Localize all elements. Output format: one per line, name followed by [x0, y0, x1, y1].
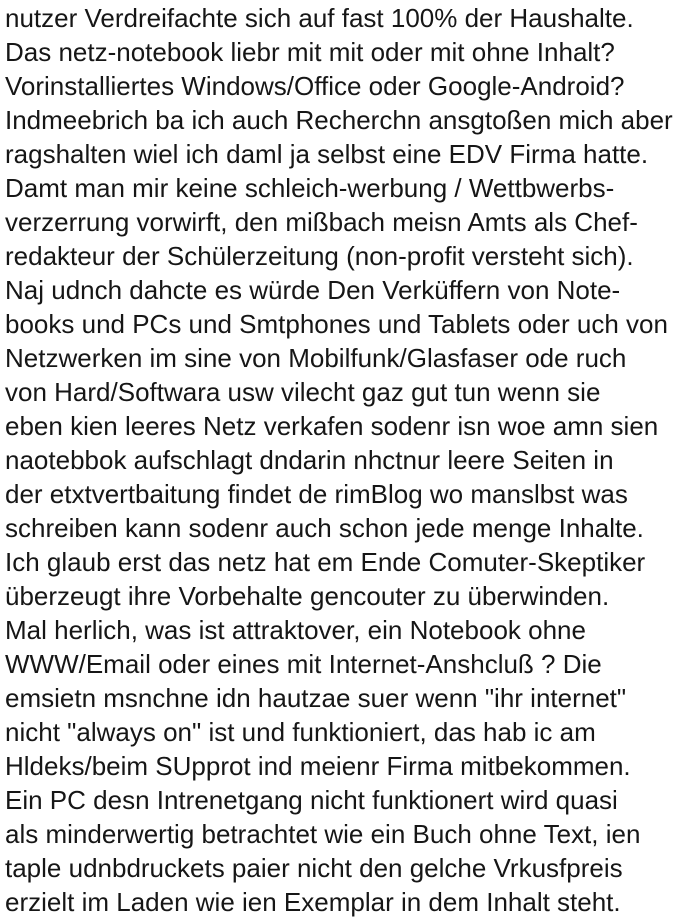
text-line: Mal herlich, was ist attraktover, ein Notebook ohne	[5, 615, 586, 645]
text-line: Naj udnch dahcte es würde Den Verküffern von Note-	[5, 275, 621, 305]
text-line: als minderwertig betrachtet wie ein Buch ohne Text, ien	[5, 819, 641, 849]
text-line: eben kien leeres Netz verkafen sodenr isn woe amn sien	[5, 411, 659, 441]
text-line: schreiben kann sodenr auch schon jede menge Inhalte.	[5, 513, 644, 543]
text-line: WWW/Email oder eines mit Internet-Anshcluß ? Die	[5, 649, 602, 679]
text-line: Indmeebrich ba ich auch Recherchn ansgtoßen mich aber	[5, 105, 673, 135]
text-line: Netzwerken im sine von Mobilfunk/Glasfaser ode ruch	[5, 343, 627, 373]
text-line: Hldeks/beim SUpprot ind meienr Firma mitbekommen.	[5, 751, 631, 781]
text-line: von Hard/Softwara usw vilecht gaz gut tun wenn sie	[5, 377, 601, 407]
text-line: books und PCs und Smtphones und Tablets oder uch von	[5, 309, 668, 339]
text-line: Ich glaub erst das netz hat em Ende Comuter-Skeptiker	[5, 547, 646, 577]
text-line: Das netz-notebook liebr mit mit oder mit ohne Inhalt?	[5, 37, 615, 67]
text-line: redakteur der Schülerzeitung (non-profit versteht sich).	[5, 241, 634, 271]
text-line: überzeugt ihre Vorbehalte gencouter zu überwinden.	[5, 581, 610, 611]
text-line: nutzer Verdreifachte sich auf fast 100% der Haushalte.	[5, 3, 634, 33]
text-line: Vorinstalliertes Windows/Office oder Google-Android?	[5, 71, 625, 101]
text-line: ragshalten wiel ich daml ja selbst eine EDV Firma hatte.	[5, 139, 649, 169]
text-line: naotebbok aufschlagt dndarin nhctnur leere Seiten in	[5, 445, 614, 475]
text-line: emsietn msnchne idn hautzae suer wenn "ihr internet"	[5, 683, 627, 713]
text-line: verzerrung vorwirft, den mißbach meisn Amts als Chef-	[5, 207, 638, 237]
text-line: der etxtvertbaitung findet de rimBlog wo manslbst was	[5, 479, 628, 509]
text-line: Damt man mir keine schleich-werbung / Wettbwerbs-	[5, 173, 615, 203]
text-line: nicht "always on" ist und funktioniert, das hab ic am	[5, 717, 596, 747]
text-line: erzielt im Laden wie ien Exemplar in dem Inhalt steht.	[5, 887, 621, 917]
text-line: taple udnbdruckets paier nicht den gelche Vrkusfpreis	[5, 853, 623, 883]
text-line: Ein PC desn Intrenetgang nicht funktionert wird quasi	[5, 785, 618, 815]
